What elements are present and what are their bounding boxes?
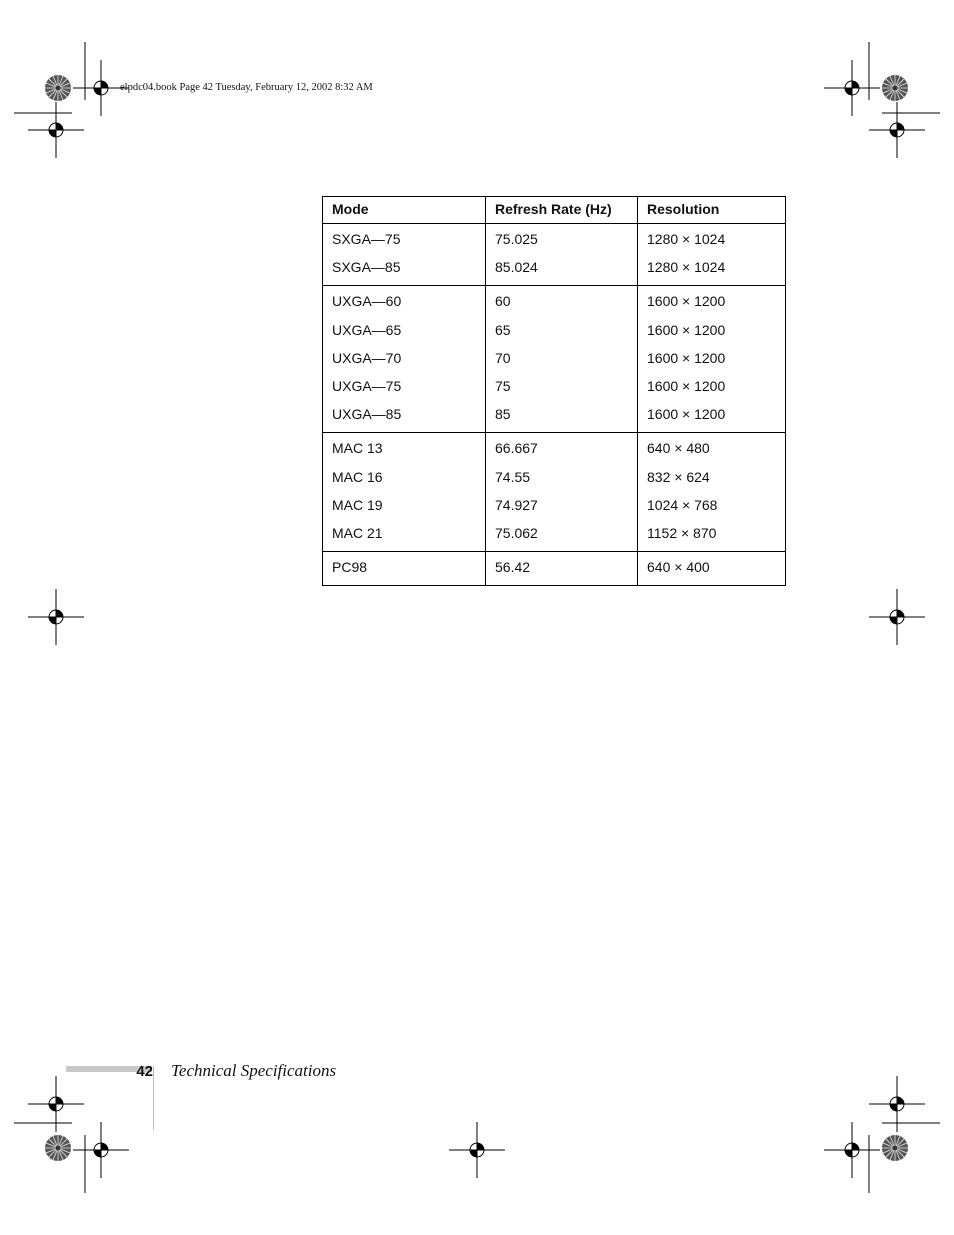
refresh-rate-cell	[486, 433, 638, 552]
mode-value: MAC 21	[332, 524, 383, 541]
resolution-value: 1600 × 1200	[647, 293, 726, 310]
table-row	[323, 433, 786, 552]
mode-value: UXGA—60	[332, 293, 402, 310]
mode-value: UXGA—65	[332, 321, 402, 338]
resolution-value: 1600 × 1200	[647, 349, 726, 366]
table-row	[323, 286, 786, 433]
refresh-rate-value: 85.024	[495, 259, 538, 276]
mode-cell	[323, 286, 486, 433]
resolution-value: 832 × 624	[647, 468, 710, 485]
page-number: 42	[136, 1063, 153, 1080]
refresh-rate-value: 65	[495, 321, 511, 338]
resolution-cell	[638, 433, 786, 552]
column-header-mode: Mode	[323, 197, 486, 224]
refresh-rate-cell	[486, 552, 638, 586]
refresh-rate-value: 66.667	[495, 440, 538, 457]
mode-value: MAC 13	[332, 440, 383, 457]
footer-divider	[153, 1066, 154, 1130]
mode-value: UXGA—70	[332, 349, 402, 366]
mode-value: SXGA—85	[332, 259, 401, 276]
resolution-value: 1280 × 1024	[647, 231, 726, 247]
refresh-rate-value: 75.062	[495, 524, 538, 541]
refresh-rate-value: 75	[495, 377, 511, 394]
refresh-rate-cell	[486, 286, 638, 433]
resolution-value: 1600 × 1200	[647, 321, 726, 338]
table-row	[323, 552, 786, 586]
mode-value: MAC 19	[332, 496, 383, 513]
resolution-cell	[638, 552, 786, 586]
refresh-rate-value: 85	[495, 406, 511, 423]
mode-cell	[323, 552, 486, 586]
resolution-value: 1152 × 870	[647, 524, 717, 541]
mode-cell	[323, 224, 486, 286]
refresh-rate-value: 75.025	[495, 231, 538, 247]
refresh-rate-value: 60	[495, 293, 511, 310]
refresh-rate-value: 74.55	[495, 468, 531, 485]
table-row	[323, 224, 786, 286]
refresh-rate-cell	[486, 224, 638, 286]
mode-value: SXGA—75	[332, 231, 401, 247]
mode-value: UXGA—85	[332, 406, 402, 423]
resolution-value: 1024 × 768	[647, 496, 718, 513]
resolution-value: 1280 × 1024	[647, 259, 726, 276]
column-header-refresh-rate: Refresh Rate (Hz)	[486, 197, 638, 224]
section-title: Technical Specifications	[171, 1061, 337, 1080]
refresh-rate-value: 56.42	[495, 559, 531, 576]
table-header-row	[323, 197, 786, 224]
resolution-value: 1600 × 1200	[647, 377, 726, 394]
resolution-cell	[638, 286, 786, 433]
refresh-rate-value: 70	[495, 349, 511, 366]
column-header-resolution: Resolution	[638, 197, 786, 224]
print-header: elpdc04.book Page 42 Tuesday, February 12, 2002 8:32 AM	[120, 82, 373, 93]
mode-value: PC98	[332, 559, 368, 576]
resolution-cell	[638, 224, 786, 286]
resolution-value: 640 × 400	[647, 559, 710, 576]
resolution-value: 1600 × 1200	[647, 406, 726, 423]
refresh-rate-value: 74.927	[495, 496, 538, 513]
mode-value: UXGA—75	[332, 377, 402, 394]
mode-value: MAC 16	[332, 468, 383, 485]
mode-cell	[323, 433, 486, 552]
resolution-table	[322, 196, 786, 586]
resolution-value: 640 × 480	[647, 440, 710, 457]
